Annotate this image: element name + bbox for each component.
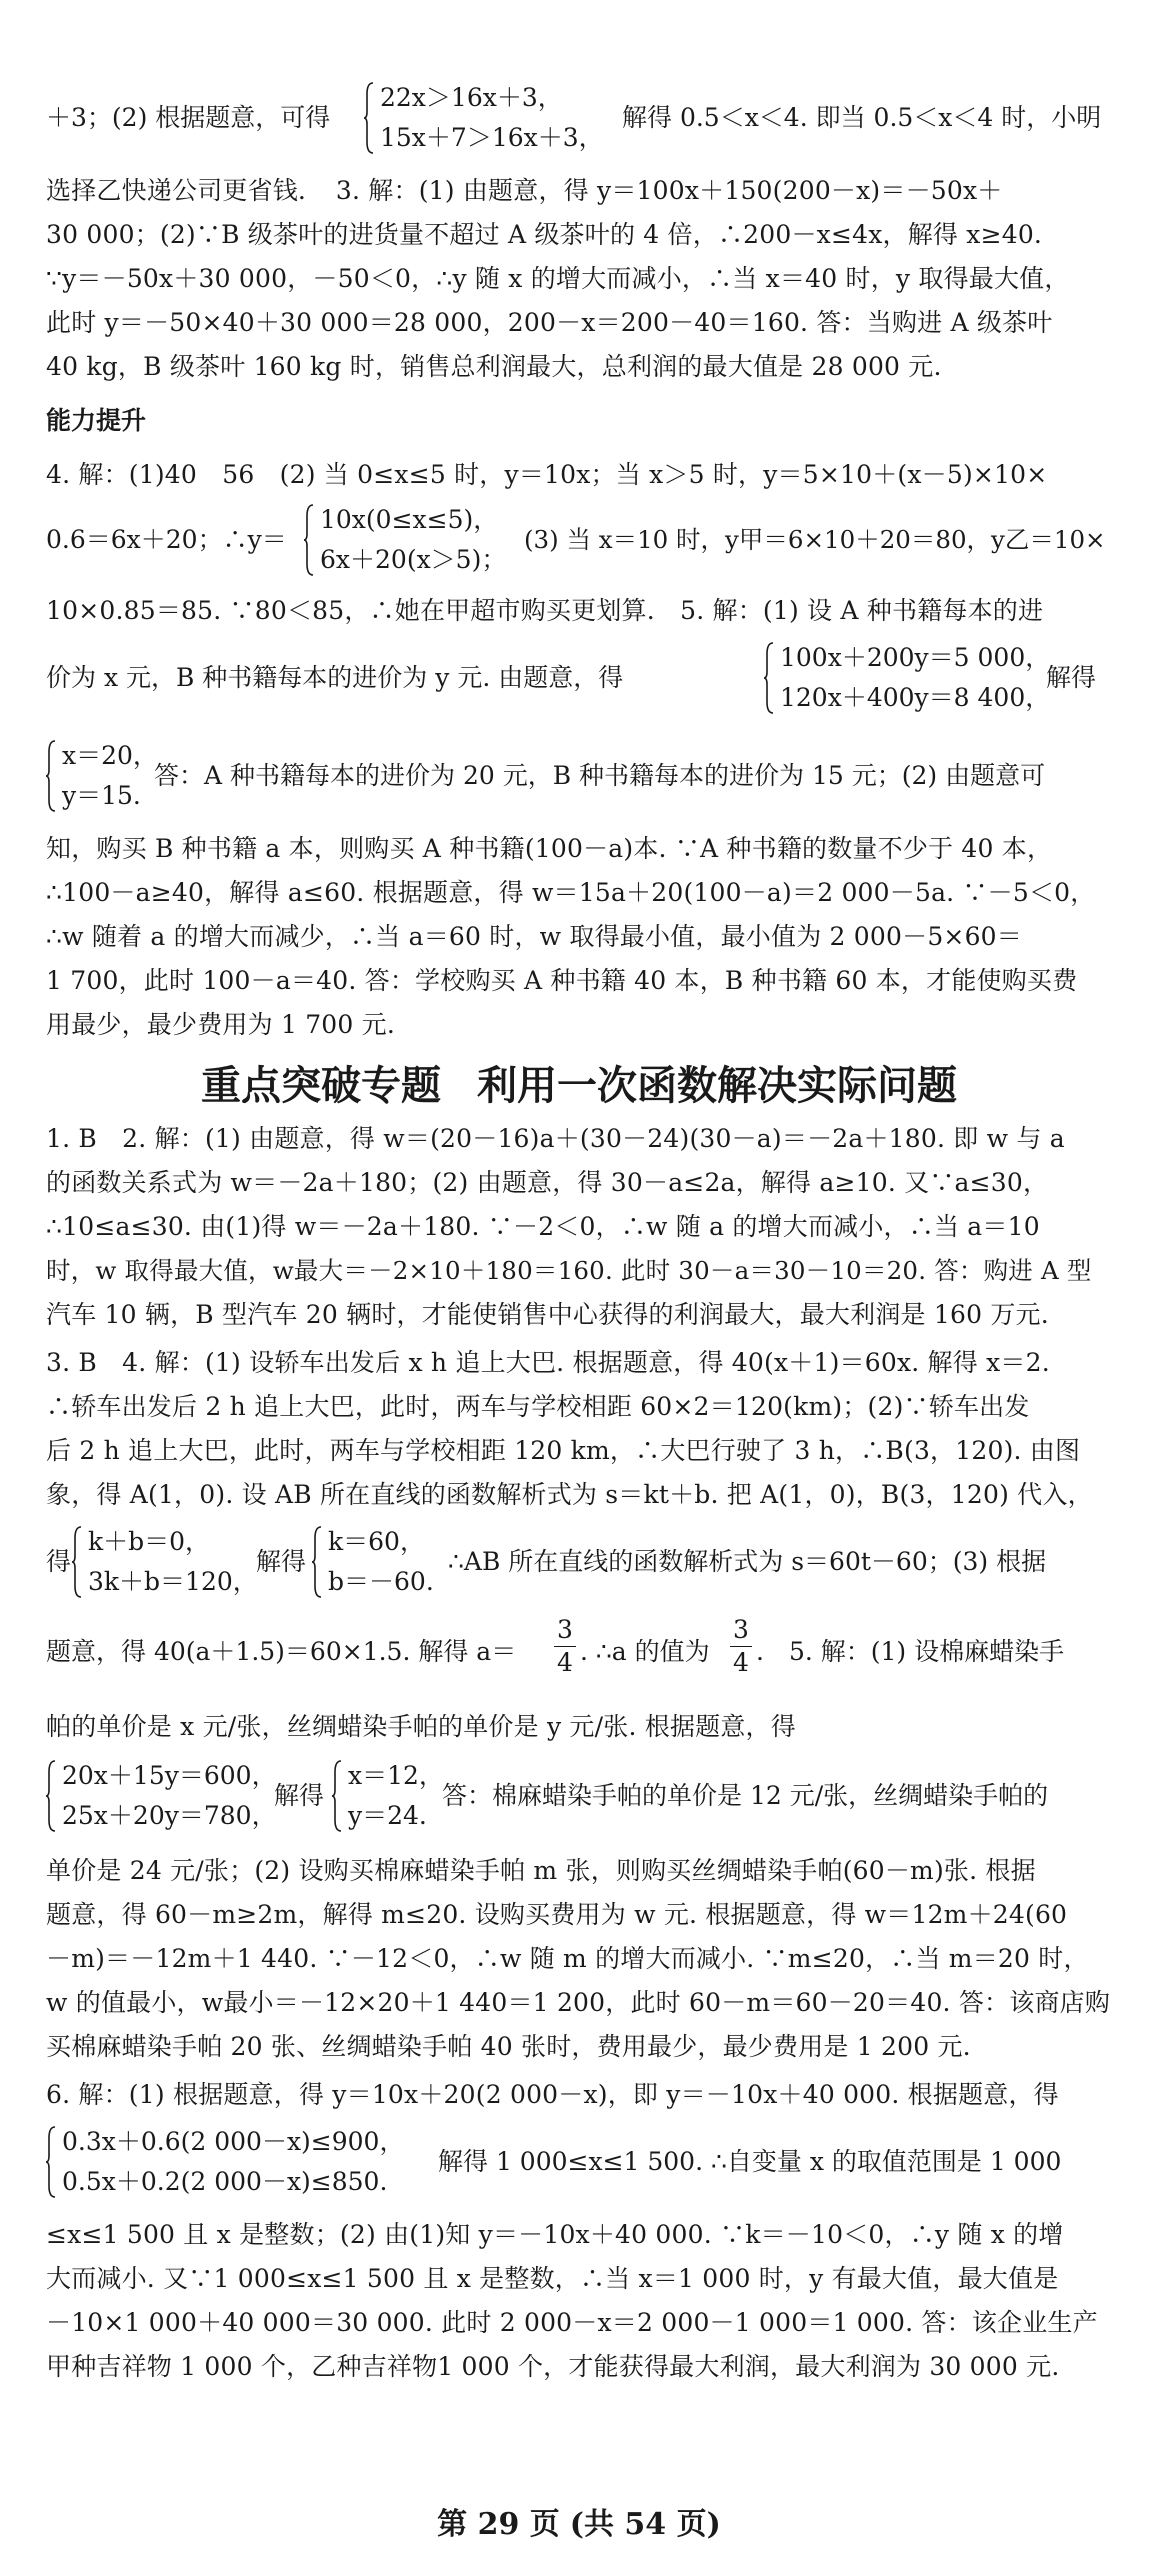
fraction	[554, 1614, 576, 1679]
text: 0.6＝6x＋20；∴y＝	[46, 525, 287, 554]
equation-row: 25x＋20y＝780，	[62, 1801, 277, 1830]
fraction	[730, 1614, 752, 1679]
equation-row: 6x＋20(x＞5)；	[320, 545, 507, 574]
text: 题意，得 40(a＋1.5)＝60×1.5. 解得 a＝	[46, 1637, 517, 1666]
section-title-main: 重点突破专题	[201, 1063, 441, 1109]
text-line: ∴100－a≥40，解得 a≤60. 根据题意，得 w＝15a＋20(100－a)＝2 000－5a. ∵－5＜0，	[46, 878, 1096, 907]
section-title	[0, 1060, 1158, 1112]
equation-system-3	[46, 638, 1112, 720]
text-line: 1 700，此时 100－a＝40. 答：学校购买 A 种书籍 40 本，B 种书籍 60 本，才能使购买费	[46, 966, 1078, 995]
text: 解得	[1046, 663, 1097, 692]
text-line: ∴轿车出发后 2 h 追上大巴，此时，两车与学校相距 60×2＝120(km)；(2)∵轿车出发	[46, 1392, 1030, 1421]
page-total: (共 54 页)	[569, 2507, 721, 2542]
text-line: 30 000；(2)∵B 级茶叶的进货量不超过 A 级茶叶的 4 倍，∴200－x≤4x，解得 x≥40.	[46, 220, 1043, 249]
text: 得	[46, 1547, 72, 1576]
inequality-system-8	[46, 2122, 1112, 2204]
equation-row: y＝15.	[62, 781, 141, 810]
text-line: 知，购买 B 种书籍 a 本，则购买 A 种书籍(100－a)本. ∵A 种书籍的数量不少于 40 本，	[46, 834, 1053, 863]
text-line: 6. 解：(1) 根据题意，得 y＝10x＋20(2 000－x)，即 y＝－10x＋40 000. 根据题意，得	[46, 2080, 1059, 2109]
denominator: 4	[733, 1648, 749, 1677]
equation-row: 120x＋400y＝8 400，	[780, 683, 1051, 712]
text-line: 后 2 h 追上大巴，此时，两车与学校相距 120 km，∴大巴行驶了 3 h，∴B(3，120). 由图	[46, 1436, 1081, 1465]
text: 答：A 种书籍每本的进价为 20 元，B 种书籍每本的进价为 15 元；(2) 由题意可	[154, 761, 1046, 790]
left-brace	[46, 2126, 56, 2198]
text-line: 买棉麻蜡染手帕 20 张、丝绸蜡染手帕 40 张时，费用最少，最少费用是 1 200 元.	[46, 2032, 971, 2061]
solution-system-4	[46, 736, 1112, 818]
equation-system-1	[46, 78, 1112, 160]
text: 解得 1 000≤x≤1 500. ∴自变量 x 的取值范围是 1 000	[438, 2147, 1062, 2176]
text-line: w 的值最小，w最小＝－12×20＋1 440＝1 200，此时 60－m＝60－20＝40. 答：该商店购	[46, 1988, 1111, 2017]
equation-row: y＝24.	[348, 1801, 427, 1830]
text: . 5. 解：(1) 设棉麻蜡染手	[756, 1637, 1065, 1666]
denominator: 4	[557, 1648, 573, 1677]
left-brace	[72, 1526, 82, 1598]
text: (3) 当 x＝10 时，y甲＝6×10＋20＝80，y乙＝10×	[524, 525, 1106, 554]
text-line: ∴w 随着 a 的增大而减少，∴当 a＝60 时，w 取得最小值，最小值为 2 000－5×60＝	[46, 922, 1022, 951]
text-line: ∵y＝－50x＋30 000，－50＜0，∴y 随 x 的增大而减小，∴当 x＝40 时，y 取得最大值，	[46, 264, 1070, 293]
text-line: －m)＝－12m＋1 440. ∵－12＜0，∴w 随 m 的增大而减小. ∵m≤20，∴当 m＝20 时，	[46, 1944, 1089, 1973]
equation-row: x＝20，	[62, 741, 158, 770]
left-brace	[764, 642, 774, 714]
equation-row: 100x＋200y＝5 000，	[780, 643, 1051, 672]
text: 解得 0.5＜x＜4. 即当 0.5＜x＜4 时，小明	[622, 103, 1102, 132]
equation-row: b＝－60.	[328, 1567, 434, 1596]
text: ∴AB 所在直线的函数解析式为 s＝60t－60；(3) 根据	[448, 1547, 1047, 1576]
page-number: 第 29 页	[437, 2507, 560, 2542]
text-line: ∴10≤a≤30. 由(1)得 w＝－2a＋180. ∵－2＜0，∴w 随 a 的增大而减小，∴当 a＝10	[46, 1212, 1040, 1241]
text-line: 帕的单价是 x 元/张，丝绸蜡染手帕的单价是 y 元/张. 根据题意，得	[46, 1712, 796, 1741]
page-footer	[0, 2505, 1158, 2545]
left-brace	[304, 504, 314, 576]
text-line: 大而减小. 又∵1 000≤x≤1 500 且 x 是整数，∴当 x＝1 000 时，y 有最大值，最大值是	[46, 2264, 1059, 2293]
text: 解得	[274, 1781, 325, 1810]
text-line: 选择乙快递公司更省钱． 3. 解：(1) 由题意，得 y＝100x＋150(200－x)＝－50x＋	[46, 176, 1003, 205]
section-heading-ability: 能力提升	[46, 406, 147, 435]
equation-system-7	[46, 1756, 1112, 1838]
equation-row: 3k＋b＝120，	[88, 1567, 258, 1596]
equation-row: 0.5x＋0.2(2 000－x)≤850.	[62, 2167, 388, 2196]
text-line: 1. B 2. 解：(1) 由题意，得 w＝(20－16)a＋(30－24)(30－a)＝－2a＋180. 即 w 与 a	[46, 1124, 1065, 1153]
text-line: 40 kg，B 级茶叶 160 kg 时，销售总利润最大，总利润的最大值是 28 000 元.	[46, 352, 942, 381]
text-line: 此时 y＝－50×40＋30 000＝28 000，200－x＝200－40＝160. 答：当购进 A 级茶叶	[46, 308, 1053, 337]
left-brace	[364, 82, 374, 154]
left-brace	[46, 740, 56, 812]
section-title-sub: 利用一次函数解决实际问题	[477, 1063, 957, 1109]
text: 价为 x 元，B 种书籍每本的进价为 y 元. 由题意，得	[46, 663, 624, 692]
equation-row: k＋b＝0，	[88, 1527, 211, 1556]
left-brace	[332, 1760, 342, 1832]
text-line: 象，得 A(1，0). 设 AB 所在直线的函数解析式为 s＝kt＋b. 把 A(1，0)，B(3，120) 代入，	[46, 1480, 1093, 1509]
text-line: ≤x≤1 500 且 x 是整数；(2) 由(1)知 y＝－10x＋40 000. ∵k＝－10＜0，∴y 随 x 的增	[46, 2220, 1064, 2249]
equation-row: 20x＋15y＝600，	[62, 1761, 277, 1790]
numerator: 3	[554, 1614, 576, 1647]
equation-row: k＝60，	[328, 1527, 425, 1556]
equation-system-5	[46, 1522, 1112, 1604]
text-line: 题意，得 60－m≥2m，解得 m≤20. 设购买费用为 w 元. 根据题意，得 w＝12m＋24(60	[46, 1900, 1068, 1929]
text: ＋3；(2) 根据题意，可得	[46, 103, 331, 132]
equation-row: x＝12，	[348, 1761, 444, 1790]
numerator: 3	[730, 1614, 752, 1647]
equation-row: 10x(0≤x≤5)，	[320, 505, 499, 534]
text-line: 10×0.85＝85. ∵80＜85，∴她在甲超市购买更划算. 5. 解：(1) 设 A 种书籍每本的进	[46, 596, 1044, 625]
text: 答：棉麻蜡染手帕的单价是 12 元/张，丝绸蜡染手帕的	[442, 1781, 1049, 1810]
text-line: 的函数关系式为 w＝－2a＋180；(2) 由题意，得 30－a≤2a，解得 a≥10. 又∵a≤30，	[46, 1168, 1049, 1197]
piecewise-function	[46, 500, 1112, 582]
text-line: 时，w 取得最大值，w最大＝－2×10＋180＝160. 此时 30－a＝30－10＝20. 答：购进 A 型	[46, 1256, 1092, 1285]
fraction-line	[46, 1612, 1112, 1692]
text-line: 3. B 4. 解：(1) 设轿车出发后 x h 追上大巴. 根据题意，得 40(x＋1)＝60x. 解得 x＝2.	[46, 1348, 1050, 1377]
text-line: 单价是 24 元/张；(2) 设购买棉麻蜡染手帕 m 张，则购买丝绸蜡染手帕(60－m)张. 根据	[46, 1856, 1036, 1885]
text-line: 甲种吉祥物 1 000 个，乙种吉祥物1 000 个，才能获得最大利润，最大利润为 30 000 元.	[46, 2352, 1060, 2381]
equation-row: 0.3x＋0.6(2 000－x)≤900，	[62, 2127, 405, 2156]
text-line: 4. 解：(1)40 56 (2) 当 0≤x≤5 时，y＝10x；当 x＞5 时，y＝5×10＋(x－5)×10×	[46, 460, 1048, 489]
text: 解得	[256, 1547, 307, 1576]
equation-row: 15x＋7＞16x＋3，	[380, 123, 604, 152]
text-line: －10×1 000＋40 000＝30 000. 此时 2 000－x＝2 000－1 000＝1 000. 答：该企业生产	[46, 2308, 1098, 2337]
text-line: 汽车 10 辆，B 型汽车 20 辆时，才能使销售中心获得的利润最大，最大利润是 160 万元.	[46, 1300, 1049, 1329]
left-brace	[312, 1526, 322, 1598]
text-line: 用最少，最少费用为 1 700 元.	[46, 1010, 396, 1039]
left-brace	[46, 1760, 56, 1832]
equation-row: 22x＞16x＋3，	[380, 83, 563, 112]
text: . ∴a 的值为	[580, 1637, 710, 1666]
